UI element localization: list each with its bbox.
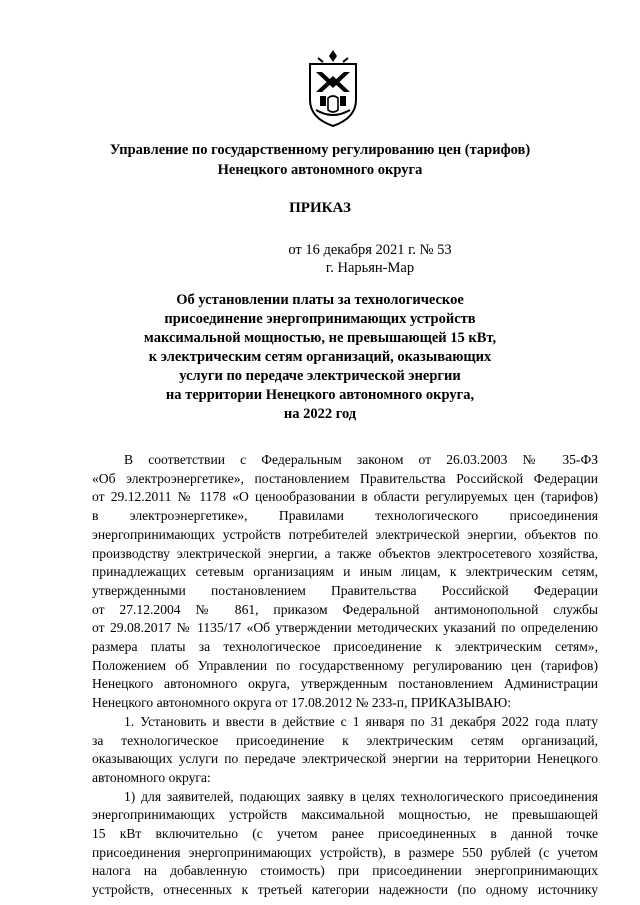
subject-line: максимальной мощностью, не превышающей 15 кВт, — [143, 330, 497, 346]
body-line: Ненецкого автономного округа, утвержденным постановлением Администрации — [92, 676, 598, 692]
body-line: устройств, отнесенных к третьей категории надежности (по одному источнику — [92, 882, 598, 898]
body-line: производству электрической энергии, а также объектов электросетевого хозяйства, — [92, 545, 598, 561]
subject-line: на 2022 год — [283, 406, 357, 422]
document-type: ПРИКАЗ — [289, 200, 351, 216]
body-line: за технологическое присоединение к электрическим сетям организаций, — [92, 732, 598, 748]
body-line: размера платы за технологическое присоединение к электрическим сетям», — [92, 639, 598, 655]
order-subject — [80, 291, 560, 424]
body-line: оказывающих услуги по передаче электрической энергии на территории Ненецкого — [92, 751, 598, 767]
body-line: 1. Установить и ввести в действие с 1 января по 31 декабря 2022 года плату — [124, 713, 598, 729]
subject-line: услуги по передаче электрической энергии — [179, 368, 461, 384]
body-line: от 27.12.2004 № 861, приказом Федеральной антимонопольной службы — [92, 601, 598, 617]
subject-line: на территории Ненецкого автономного округа, — [165, 387, 475, 403]
body-line: В соответствии с Федеральным законом от 26.03.2003 № 35-ФЗ — [124, 452, 598, 467]
coat-of-arms-icon — [306, 48, 360, 128]
subject-line: к электрическим сетям организаций, оказывающих — [148, 349, 492, 365]
body-line: 15 кВт включительно (с учетом ранее присоединенных в данной точке — [92, 826, 598, 842]
body-line: 1) для заявителей, подающих заявку в целях технологического присоединения — [124, 788, 598, 804]
body-line: присоединения энергопринимающих устройств), в размере 550 рублей (с учетом — [92, 844, 598, 860]
body-line: принадлежащих сетевым организациям и иным лицам, к электрическим сетям, — [92, 564, 598, 580]
authority-line-1: Управление по государственному регулированию цен (тарифов) — [109, 142, 531, 158]
body-line: в электроэнергетике», Правилами технологического присоединения — [92, 508, 598, 524]
body-line: от 29.08.2017 № 1135/17 «Об утверждении методических указаний по определению — [92, 620, 598, 636]
body-line: налога на добавленную стоимость) при присоединении энергопринимающих — [92, 863, 598, 879]
body-line: автономного округа: — [92, 769, 211, 785]
body-line: Ненецкого автономного округа от 17.08.2012 № 233-п, ПРИКАЗЫВАЮ: — [92, 695, 512, 711]
body-line: «Об электроэнергетике», постановлением Правительства Российской Федерации — [92, 470, 598, 486]
body-line: Положением об Управлении по государственному регулированию цен (тарифов) — [92, 657, 598, 673]
body-line: энергопринимающих устройств максимальной мощностью, не превышающей — [92, 807, 598, 823]
authority-line-2: Ненецкого автономного округа — [217, 162, 423, 178]
place-of-issue: г. Нарьян-Мар — [325, 260, 415, 276]
subject-line: Об установлении платы за технологическое — [176, 292, 464, 308]
issuing-authority — [80, 140, 560, 180]
order-body — [92, 451, 598, 900]
subject-line: присоединение энергопринимающих устройств — [164, 311, 476, 327]
date-and-number: от 16 декабря 2021 г. № 53 — [288, 242, 452, 258]
body-line: от 29.12.2011 № 1178 «О ценообразовании в области регулируемых цен (тарифов) — [92, 489, 598, 505]
body-line: утвержденными постановлением Правительства Российской Федерации — [92, 582, 598, 598]
body-line: энергопринимающих устройств потребителей электрической энергии, объектов по — [92, 526, 598, 542]
